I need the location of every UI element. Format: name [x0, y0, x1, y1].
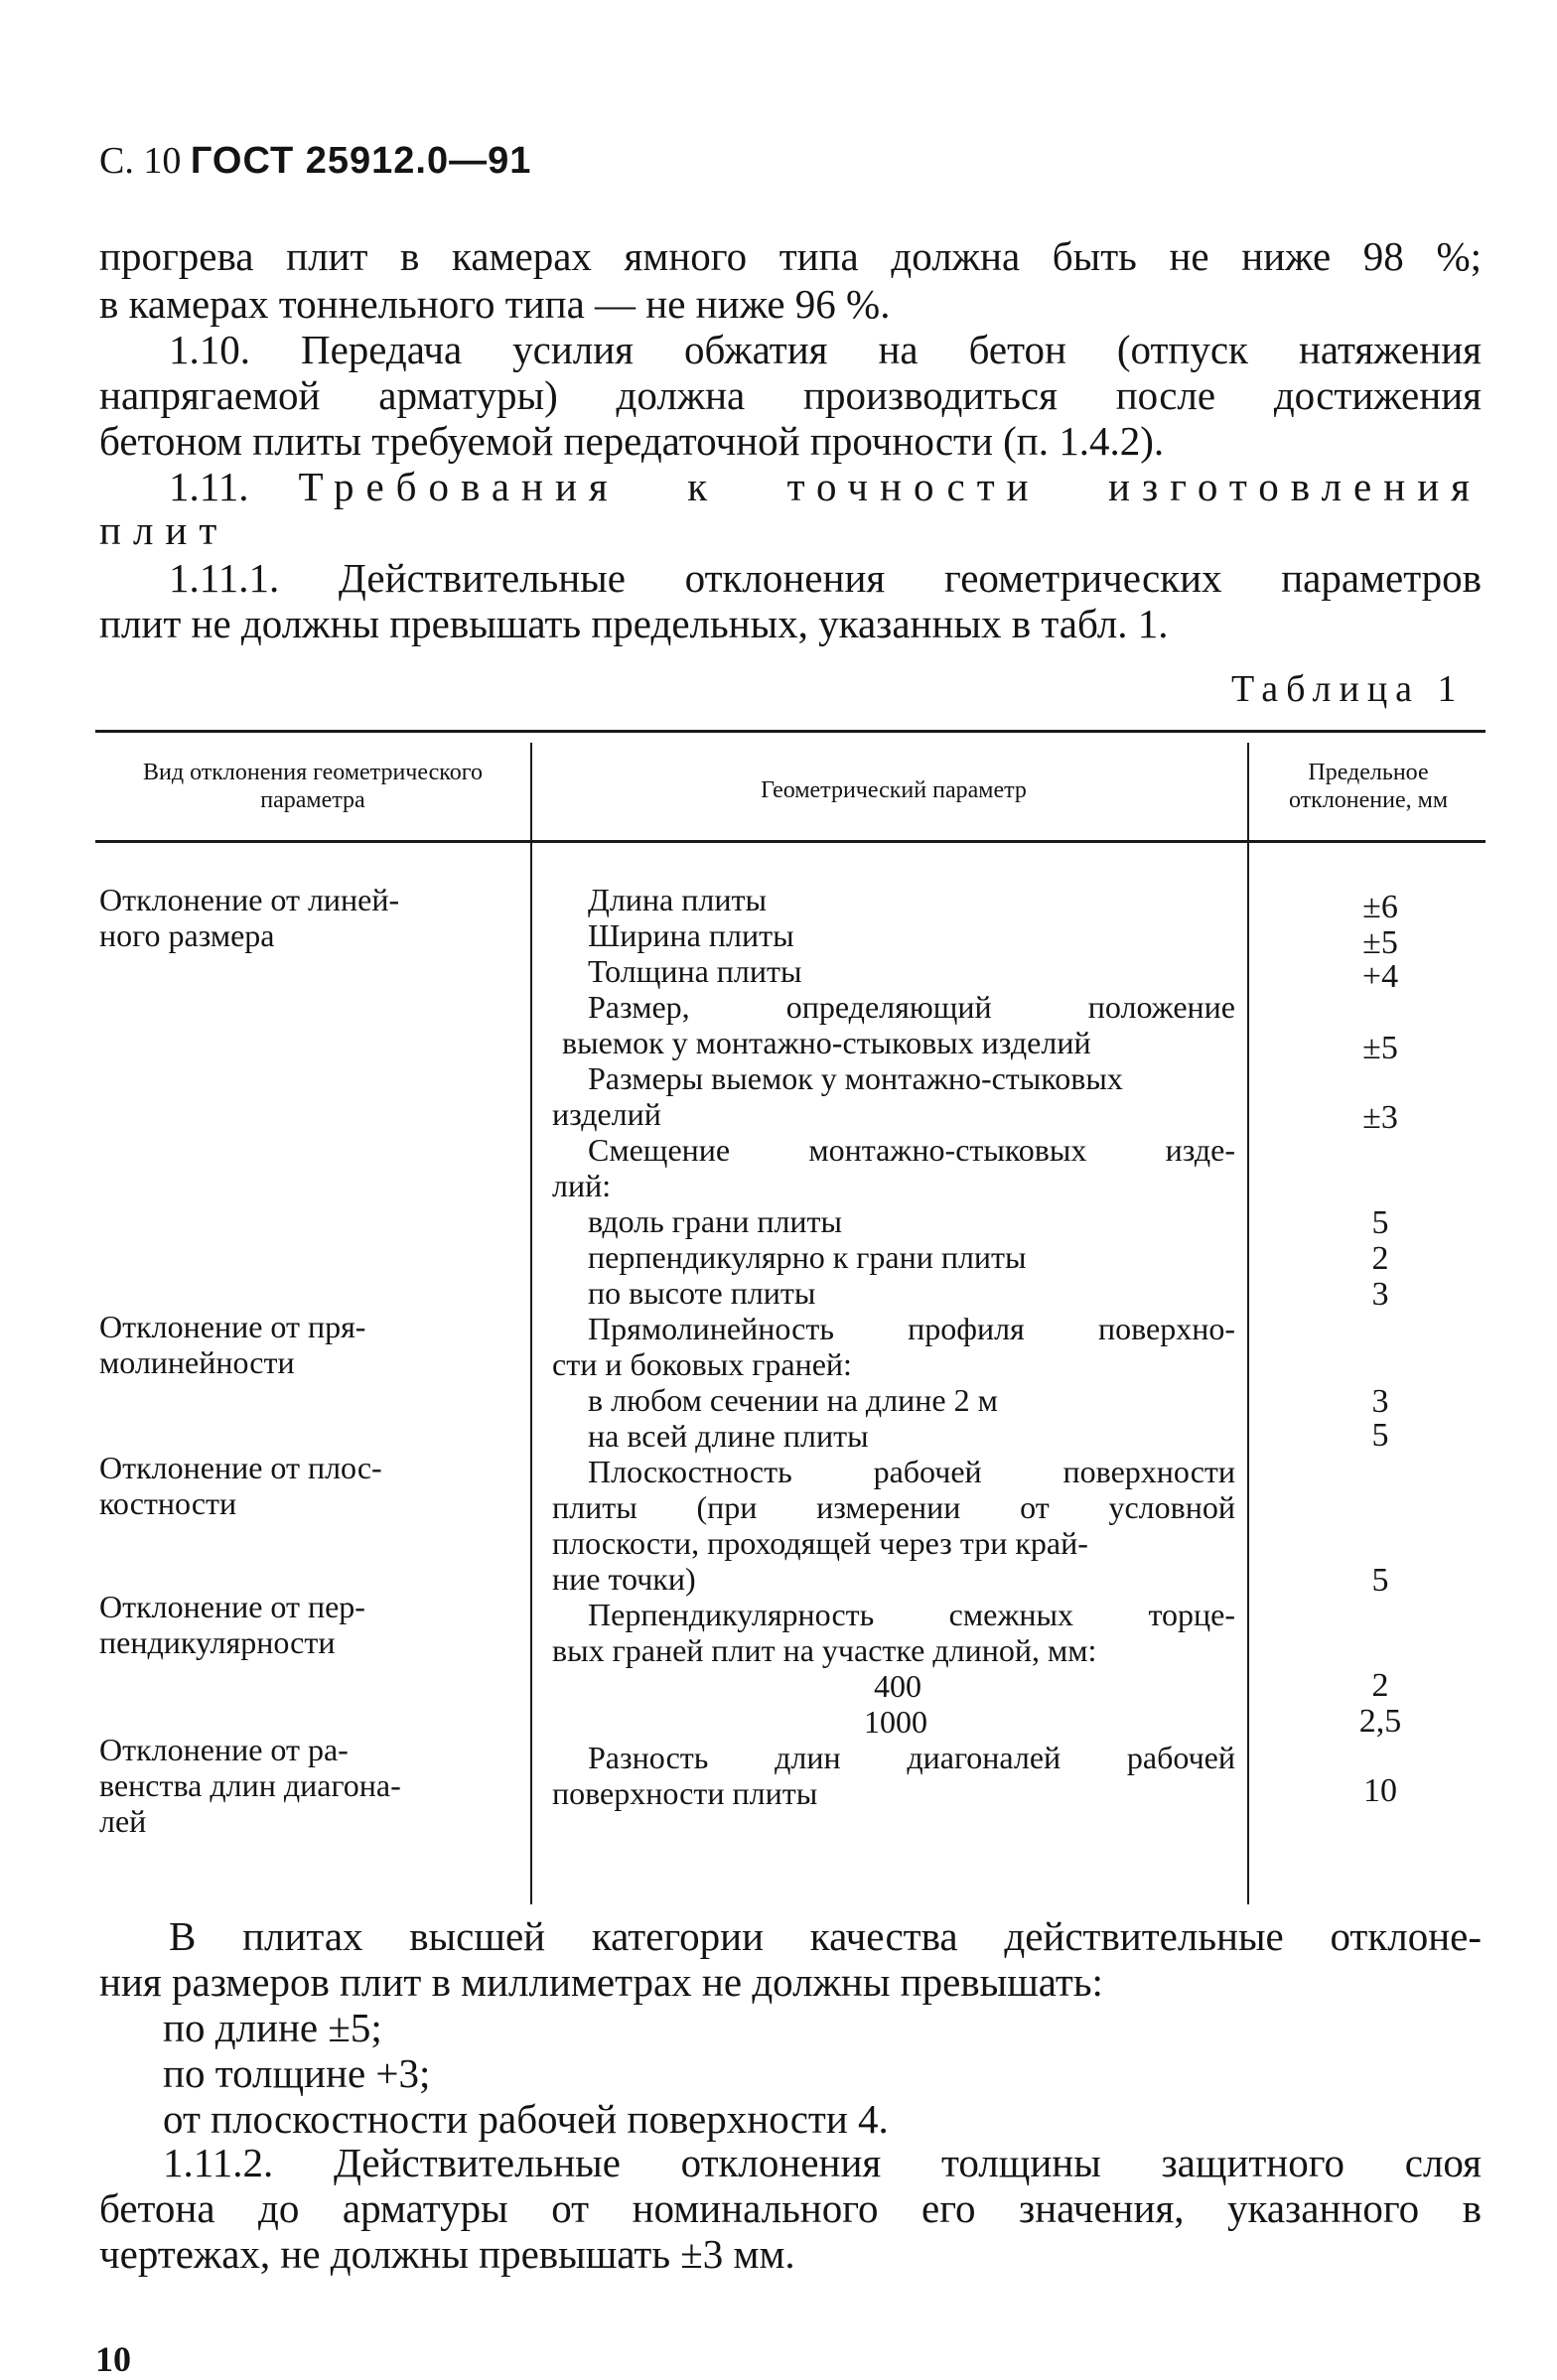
- param-straightness-2: сти и боковых граней:: [552, 1346, 852, 1382]
- param-height: по высоте плиты: [588, 1275, 816, 1311]
- value-any-section: 3: [1371, 1383, 1389, 1420]
- table-group-diagonals-2: венства длин диагона-: [99, 1767, 401, 1803]
- after-line-5: от плоскостности рабочей поверхности 4.: [163, 2096, 889, 2142]
- value-length-1000: 2,5: [1358, 1703, 1402, 1740]
- value-length-400: 2: [1371, 1667, 1389, 1704]
- param-recess-position-1: Размер, определяющий положение: [588, 989, 1235, 1025]
- table-top-rule: [95, 730, 1486, 733]
- value-thickness: +4: [1361, 958, 1399, 995]
- table-group-linear-2: ного размера: [99, 917, 275, 953]
- table-header-parameter: Геометрический параметр: [761, 777, 1027, 803]
- value-diagonals: 10: [1363, 1772, 1397, 1809]
- after-line-3: по длине ±5;: [163, 2005, 382, 2050]
- header-prefix: С.: [99, 140, 134, 182]
- param-length-1000: 1000: [864, 1704, 927, 1740]
- after-line-2: ния размеров плит в миллиметрах не должны превышать:: [99, 1959, 1103, 2005]
- p110-line-2: напрягаемой арматуры) должна производиться после достижения: [99, 372, 1482, 418]
- param-perp-edge: перпендикулярно к грани плиты: [588, 1239, 1027, 1275]
- table-group-diagonals-3: лей: [99, 1803, 147, 1839]
- after-line-4: по толщине +3;: [163, 2050, 431, 2096]
- table-group-straightness-2: молинейности: [99, 1344, 295, 1380]
- table-group-perpendicularity-2: пендикулярности: [99, 1624, 336, 1660]
- param-width: Ширина плиты: [588, 917, 794, 953]
- value-full-length: 5: [1371, 1417, 1389, 1454]
- param-any-section: в любом сечении на длине 2 м: [588, 1382, 998, 1418]
- table-group-flatness-2: костности: [99, 1485, 237, 1521]
- after-line-1: В плитах высшей категории качества действительные отклоне-: [169, 1913, 1482, 1959]
- table-group-flatness-1: Отклонение от плос-: [99, 1450, 382, 1485]
- p1111-line-1: 1.11.1. Действительные отклонения геометрических параметров: [169, 555, 1482, 601]
- param-recess-size-1: Размеры выемок у монтажно-стыковых: [588, 1060, 1123, 1096]
- param-length: Длина плиты: [588, 882, 767, 917]
- param-flatness-1: Плоскостность рабочей поверхности: [588, 1454, 1235, 1489]
- param-perpendicularity-2: вых граней плит на участке длиной, мм:: [552, 1632, 1097, 1668]
- value-recess-size: ±3: [1362, 1099, 1398, 1136]
- table-group-linear-1: Отклонение от линей-: [99, 882, 400, 917]
- p110-line-3: бетоном плиты требуемой передаточной прочности (п. 1.4.2).: [99, 418, 1165, 464]
- value-flatness: 5: [1371, 1562, 1389, 1599]
- page-header: [99, 139, 531, 183]
- table-group-diagonals-1: Отклонение от ра-: [99, 1732, 349, 1767]
- p1112-line-2: бетона до арматуры от номинального его значения, указанного в: [99, 2185, 1482, 2231]
- p110-line-1: 1.10. Передача усилия обжатия на бетон (отпуск натяжения: [169, 327, 1482, 372]
- table-col-divider-2: [1247, 743, 1249, 1904]
- footer-page-number: 10: [95, 2339, 131, 2379]
- header-page-number: 10: [143, 140, 182, 182]
- table-header-rule: [95, 840, 1486, 843]
- param-length-400: 400: [874, 1668, 921, 1704]
- param-straightness-1: Прямолинейность профиля поверхно-: [588, 1311, 1235, 1346]
- section-111-title-cont: плит: [99, 507, 229, 553]
- value-length: ±6: [1362, 889, 1398, 925]
- param-flatness-2: плиты (при измерении от условной: [552, 1489, 1235, 1525]
- param-perpendicularity-1: Перпендикулярность смежных торце-: [588, 1597, 1235, 1632]
- table-header-limit: Предельное отклонение, мм: [1288, 760, 1449, 813]
- param-thickness: Толщина плиты: [588, 953, 802, 989]
- intro-line-1: прогрева плит в камерах ямного типа должна быть не ниже 98 %;: [99, 233, 1482, 279]
- value-perp-edge: 2: [1371, 1240, 1389, 1277]
- value-recess-position: ±5: [1362, 1030, 1398, 1066]
- param-along-edge: вдоль грани плиты: [588, 1203, 843, 1239]
- param-flatness-4: ние точки): [552, 1561, 696, 1597]
- section-111-number: 1.11.: [169, 464, 249, 509]
- param-offset-1: Смещение монтажно-стыковых изде-: [588, 1132, 1235, 1168]
- intro-line-2: в камерах тоннельного типа — не ниже 96 %.: [99, 281, 891, 327]
- header-standard: ГОСТ 25912.0—91: [190, 140, 532, 182]
- value-width: ±5: [1362, 924, 1398, 961]
- p1111-line-2: плит не должны превышать предельных, указанных в табл. 1.: [99, 601, 1169, 646]
- param-offset-2: лий:: [552, 1168, 612, 1203]
- param-recess-size-2: изделий: [552, 1096, 661, 1132]
- value-height: 3: [1371, 1276, 1389, 1313]
- param-full-length: на всей длине плиты: [588, 1418, 869, 1454]
- table-header-deviation-type: Вид отклонения геометрического параметра: [143, 760, 483, 813]
- table-group-straightness-1: Отклонение от пря-: [99, 1309, 366, 1344]
- table-caption: Таблица 1: [1231, 668, 1465, 710]
- p1112-line-1: 1.11.2. Действительные отклонения толщины защитного слоя: [163, 2140, 1482, 2185]
- p1112-line-3: чертежах, не должны превышать ±3 мм.: [99, 2231, 795, 2277]
- table-group-perpendicularity-1: Отклонение от пер-: [99, 1589, 365, 1624]
- param-diagonals-2: поверхности плиты: [552, 1775, 818, 1811]
- section-111-heading: [169, 461, 1482, 512]
- param-diagonals-1: Разность длин диагоналей рабочей: [588, 1740, 1235, 1775]
- section-111-title: Требования к точности изготовления: [298, 464, 1482, 509]
- param-recess-position-2: выемок у монтажно-стыковых изделий: [562, 1025, 1091, 1060]
- value-along-edge: 5: [1371, 1204, 1389, 1241]
- table-col-divider-1: [530, 743, 532, 1904]
- param-flatness-3: плоскости, проходящей через три край-: [552, 1525, 1088, 1561]
